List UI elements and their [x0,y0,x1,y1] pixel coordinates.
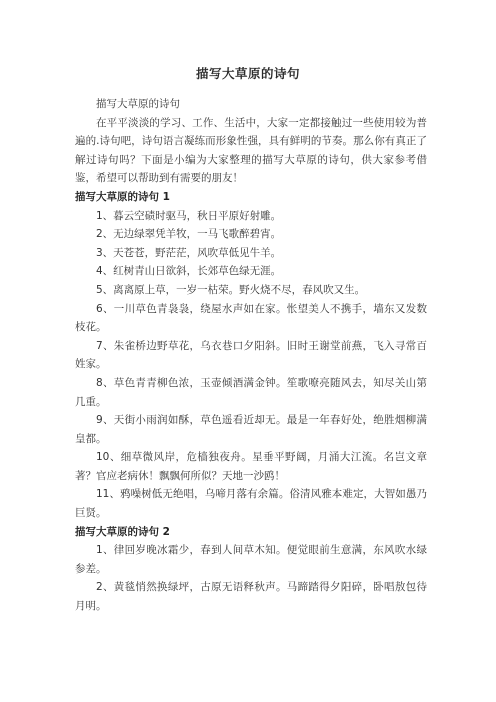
poem-line: 3、天苍苍，野茫茫，风吹草低见牛羊。 [96,246,282,259]
poem-line: 1、暮云空碛时驱马，秋日平原好射雕。 [96,209,282,222]
poem-line: 6、一川草色青袅袅，绕屋水声如在家。怅望美人不携手，墙东又发数枝花。 [75,302,427,334]
poem-line: 2、无边绿翠凭羊牧，一马飞歌醉碧宵。 [96,228,282,241]
document-title: 描写大草原的诗句 [195,66,300,81]
poem-line: 8、草色青青柳色浓，玉壶倾酒满金钟。笙歌嘹亮随风去，知尽关山第几重。 [75,376,427,408]
poem-line: 11、鸦噪树低无绝唱，乌啼月落有余篇。俗清风雅本难定，大智如愚乃巨贤。 [75,488,427,520]
poem-line: 4、红树青山日欲斜，长郊草色绿无涯。 [96,265,282,278]
poem-line: 5、离离原上草，一岁一枯荣。野火烧不尽，春风吹又生。 [96,283,366,296]
poem-line: 7、朱雀桥边野草花，乌衣巷口夕阳斜。旧时王谢堂前燕，飞入寻常百姓家。 [75,339,427,371]
section-heading: 描写大草原的诗句 1 [75,190,170,203]
poem-line: 9、天街小雨润如酥，草色遥看近却无。最是一年春好处，绝胜烟柳满皇都。 [75,414,427,445]
document-body [75,95,427,616]
poem-line: 1、律回岁晚冰霜少，春到人间草木知。便觉眼前生意满，东风吹水绿参差。 [75,544,427,575]
intro-paragraph: 在平平淡淡的学习、工作、生活中，大家一定都接触过一些使用较为普遍的.诗句吧，诗句语言凝练而形象性强，具有鲜明的节奏。那么你有真正了解过诗句吗？下面是小编为大家整理的描写大草原的诗句，供大家参考借鉴，希望可以帮助到有需要的朋友！ [75,116,427,185]
intro-subtitle: 描写大草原的诗句 [96,98,180,110]
section-heading: 描写大草原的诗句 2 [75,525,170,538]
poem-line: 2、黄毯悄然换绿坪，古原无语释秋声。马蹄踏得夕阳碎，卧唱敖包待月明。 [75,581,427,613]
poem-line: 10、细草微风岸，危樯独夜舟。星垂平野阔，月涌大江流。名岂文章著？官应老病休！飘飘何所似？天地一沙鸥！ [75,451,427,482]
